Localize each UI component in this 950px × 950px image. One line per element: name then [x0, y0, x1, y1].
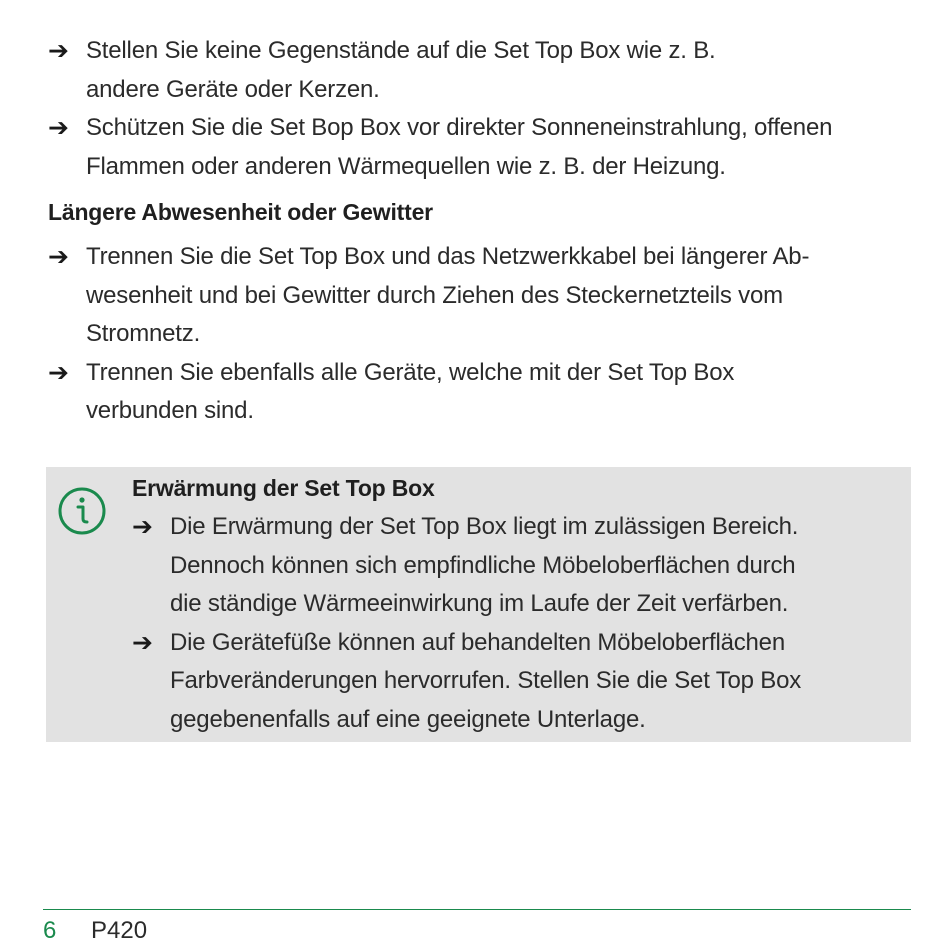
bullet-line: andere Geräte oder Kerzen.: [86, 75, 380, 103]
arrow-icon: ➔: [48, 243, 69, 271]
bullet-line: Dennoch können sich empfindliche Möbeloberflächen durch: [170, 551, 796, 579]
arrow-icon: ➔: [48, 114, 69, 142]
bullet-item: [132, 508, 902, 624]
bullet-line: Die Gerätefüße können auf behandelten Möbeloberflächen: [170, 628, 785, 656]
arrow-icon: ➔: [132, 628, 153, 657]
bullet-item: [48, 238, 908, 354]
bullet-item: [48, 354, 908, 431]
note-title: Erwärmung der Set Top Box: [132, 475, 435, 501]
bullet-line: wesenheit und bei Gewitter durch Ziehen des Steckernetzteils vom: [86, 281, 783, 309]
bullet-line: Flammen oder anderen Wärmequellen wie z. B. der Heizung.: [86, 152, 726, 180]
arrow-icon: ➔: [48, 37, 69, 65]
info-note-box: [46, 467, 911, 742]
arrow-icon: ➔: [48, 358, 69, 387]
bullet-line: Trennen Sie die Set Top Box und das Netzwerkkabel bei längerer Ab-: [86, 243, 810, 270]
bullet-line: Stellen Sie keine Gegenstände auf die Set Top Box wie z. B.: [86, 37, 716, 64]
bullet-item: [132, 624, 902, 740]
footer-divider: [43, 909, 911, 910]
arrow-icon: ➔: [132, 513, 153, 541]
bullet-item: [48, 32, 908, 109]
bullet-line: verbunden sind.: [86, 397, 254, 424]
bullet-line: Farbveränderungen hervorrufen. Stellen Sie die Set Top Box: [170, 667, 802, 694]
absence-bullet-list: [48, 238, 908, 431]
bullet-item: [48, 109, 908, 186]
bullet-line: die ständige Wärmeeinwirkung im Laufe der Zeit verfärben.: [170, 590, 789, 617]
model-name: P420: [91, 917, 148, 944]
bullet-line: Trennen Sie ebenfalls alle Geräte, welche mit der Set Top Box: [86, 358, 735, 386]
bullet-line: Stromnetz.: [86, 320, 201, 347]
bullet-line: Schützen Sie die Set Bop Box vor direkter Sonneneinstrahlung, offenen: [86, 114, 833, 141]
section-heading: Längere Abwesenheit oder Gewitter: [48, 199, 433, 225]
top-bullet-list: [48, 32, 908, 186]
note-bullet-list: [132, 508, 902, 739]
bullet-line: Die Erwärmung der Set Top Box liegt im zulässigen Bereich.: [170, 513, 799, 540]
info-icon: [57, 486, 107, 536]
bullet-line: gegebenenfalls auf eine geeignete Unterlage.: [170, 705, 646, 733]
page-number: 6: [43, 917, 57, 944]
